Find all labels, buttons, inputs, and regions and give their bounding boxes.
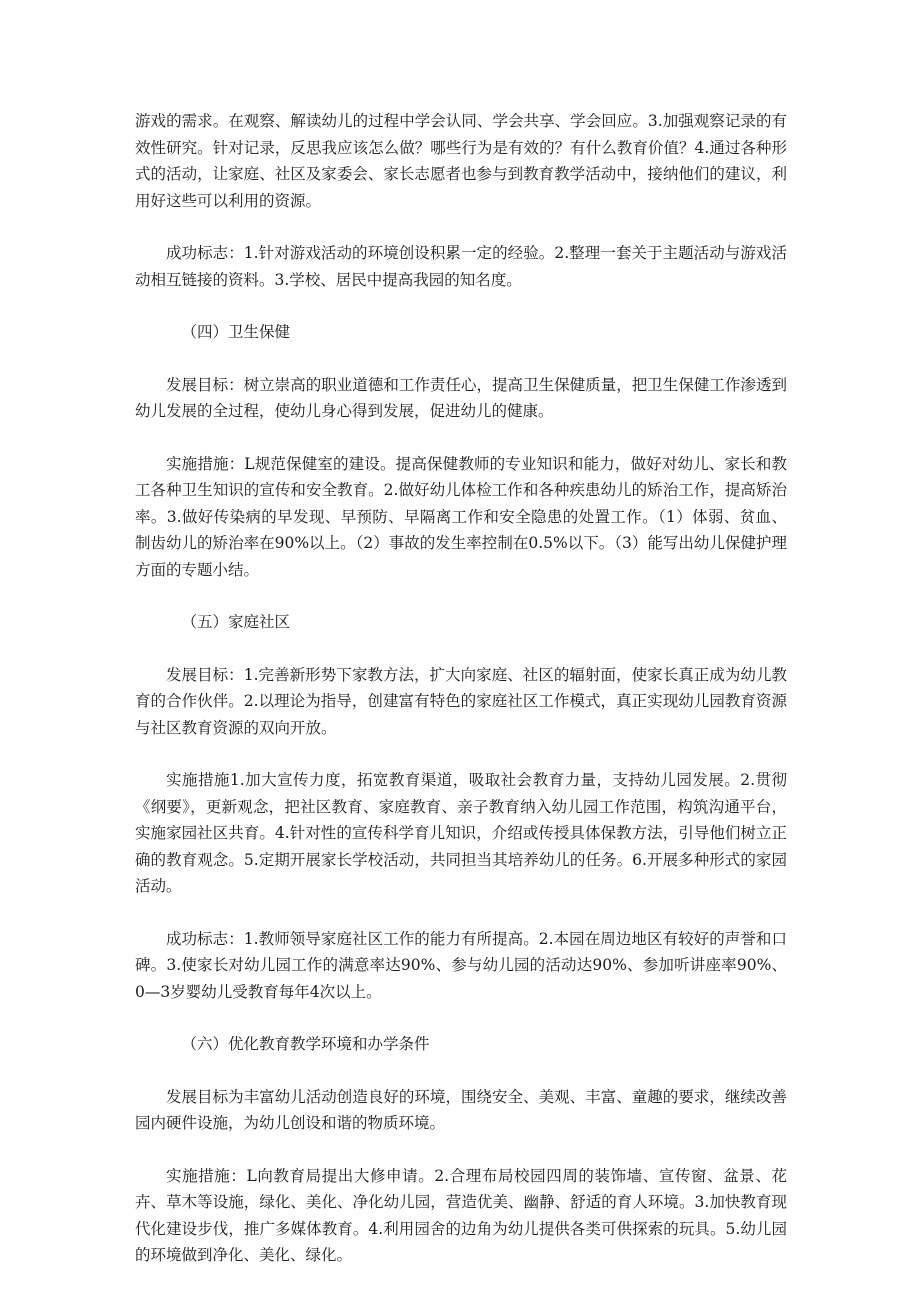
paragraph-family-measures: 实施措施1.加大宣传力度，拓宽教育渠道，吸取社会教育力量，支持幼儿园发展。2.贯彻《纲要》，更新观念，把社区教育、家庭教育、亲子教育纳入幼儿园工作范围，构筑沟通平台，实施家园社区共育。4.针对性的宣传科学育儿知识，介绍或传授具体保教方法，引导他们树立正确的教育观念。5.定期开展家长学校活动，共同担当其培养幼儿的任务。6.开展多种形式的家园活动。 xyxy=(135,771,787,895)
paragraph-gap xyxy=(135,636,787,662)
paragraph-gap xyxy=(135,741,787,767)
paragraph-gap xyxy=(135,1058,787,1084)
paragraph-health-goals: 发展目标：树立崇高的职业道德和工作责任心，提高卫生保健质量，把卫生保健工作渗透到幼儿发展的全过程，使幼儿身心得到发展，促进幼儿的健康。 xyxy=(135,375,787,420)
section-heading-environment: （六）优化教育教学环境和办学条件 xyxy=(181,1035,430,1053)
paragraph-environment-measures: 实施措施：L向教育局提出大修申请。2.合理布局校园四周的装饰墙、宣传窗、盆景、花卉、草木等设施，绿化、美化、净化幼儿园，营造优美、幽静、舒适的育人环境。3.加快教育现代化建设步伐，推广多媒体教育。4.利用园舍的边角为幼儿提供各类可供探索的玩具。5.幼儿园的环境做到净化、美化、绿化。 xyxy=(135,1166,787,1264)
section-heading-health-care: （四）卫生保健 xyxy=(181,323,291,341)
paragraph-success-markers-games: 成功标志：1.针对游戏活动的环境创设积累一定的经验。2.整理一套关于主题活动与游戏活动相互链接的资料。3.学校、居民中提高我园的知名度。 xyxy=(135,244,787,289)
paragraph-environment-goals: 发展目标为丰富幼儿活动创造良好的环境，围绕安全、美观、丰富、童趣的要求，继续改善园内硬件设施，为幼儿创设和谐的物质环境。 xyxy=(135,1087,787,1132)
paragraph-gap xyxy=(135,1005,787,1031)
paragraph-gap xyxy=(135,583,787,609)
paragraph-gap xyxy=(135,900,787,926)
paragraph-gap xyxy=(135,293,787,319)
paragraph-gap xyxy=(135,425,787,451)
paragraph-health-measures: 实施措施：L规范保健室的建设。提高保健教师的专业知识和能力，做好对幼儿、家长和教工各种卫生知识的宣传和安全教育。2.做好幼儿体检工作和各种疾患幼儿的矫治工作，提高矫治率。3.做好传染病的早发现、早预防、早隔离工作和安全隐患的处置工作。（1）体弱、贫血、制齿幼儿的矫治率在90%以上。（2）事故的发生率控制在0.5%以下。（3）能写出幼儿保健护理方面的专题小结。 xyxy=(135,454,787,579)
paragraph-family-goals: 发展目标：1.完善新形势下家教方法，扩大向家庭、社区的辐射面，使家长真正成为幼儿教育的合作伙伴。2.以理论为指导，创建富有特色的家庭社区工作模式，真正实现幼儿园教育资源与社区教育资源的双向开放。 xyxy=(135,665,787,737)
paragraph-gap xyxy=(135,346,787,372)
paragraph-continued-observation: 游戏的需求。在观察、解读幼儿的过程中学会认同、学会共享、学会回应。3.加强观察记录的有效性研究。针对记录，反思我应该怎么做？哪些行为是有效的？有什么教育价值？4.通过各种形式的活动，让家庭、社区及家委会、家长志愿者也参与到教育教学活动中，接纳他们的建议，利用好这些可以利用的资源。 xyxy=(135,112,787,210)
paragraph-gap xyxy=(135,1137,787,1163)
section-heading-family-community: （五）家庭社区 xyxy=(181,613,291,631)
paragraph-gap xyxy=(135,214,787,240)
paragraph-family-success-markers: 成功标志：1.教师领导家庭社区工作的能力有所提高。2.本园在周边地区有较好的声誉和口碑。3.使家长对幼儿园工作的满意率达90%、参与幼儿园的活动达90%、参加听讲座率90%、0—3岁婴幼儿受教育每年4次以上。 xyxy=(135,929,787,1001)
